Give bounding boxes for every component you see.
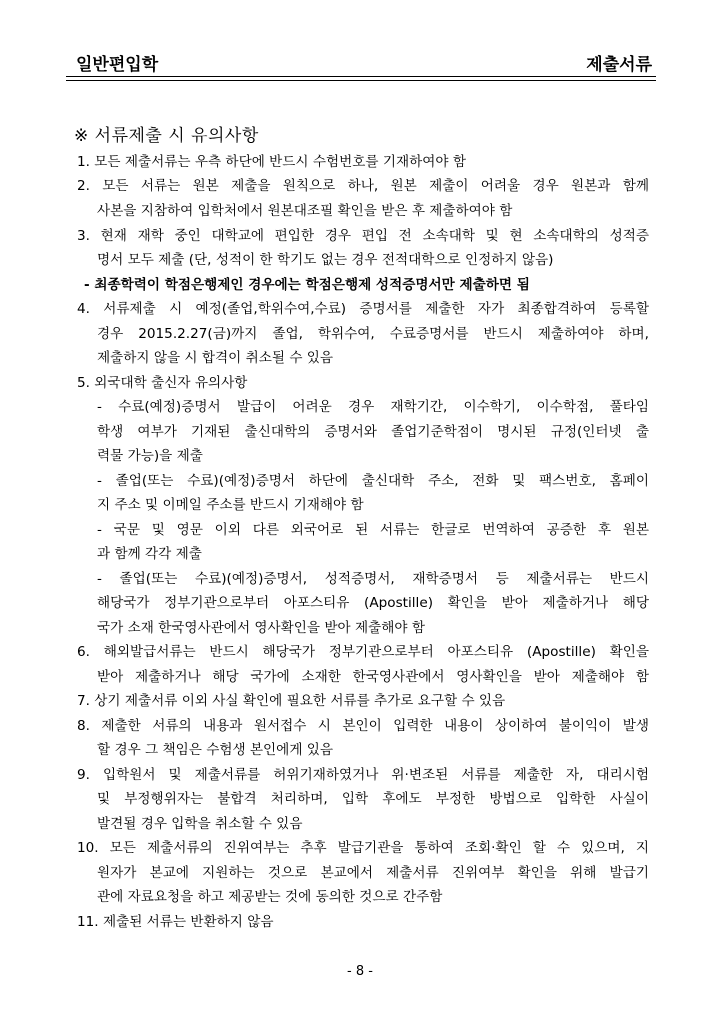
notice-line: 과 함께 각각 제출 [97, 546, 202, 562]
notice-line: 명서 모두 제출 (단, 성적이 한 학기도 없는 경우 전적대학으로 인정하지 않음) [97, 252, 554, 268]
notice-line: 4. 서류제출 시 예정(졸업,학위수여,수료) 증명서를 제출한 자가 최종합격하여 등록할 [77, 301, 649, 317]
page-number: - 8 - [347, 964, 373, 979]
notice-line: 및 부정행위자는 불합격 처리하며, 입학 후에도 부정한 방법으로 입학한 사실이 [97, 791, 649, 807]
notice-line: 력물 가능)을 제출 [97, 448, 203, 464]
notice-line: 사본을 지참하여 입학처에서 원본대조필 확인을 받은 후 제출하여야 함 [97, 203, 513, 219]
notice-line: - 졸업(또는 수료)(예정)증명서, 성적증명서, 재학증명서 등 제출서류는 반드시 [97, 571, 649, 587]
header-rule-top [66, 76, 656, 77]
notice-line: - 수료(예정)증명서 발급이 어려운 경우 재학기간, 이수학기, 이수학점, 풀타임 [97, 399, 649, 415]
notice-line: 5. 외국대학 출신자 유의사항 [77, 375, 248, 391]
notice-line: 9. 입학원서 및 제출서류를 허위기재하였거나 위·변조된 서류를 제출한 자, 대리시험 [77, 767, 649, 783]
notice-line: 3. 현재 재학 중인 대학교에 편입한 경우 편입 전 소속대학 및 현 소속대학의 성적증 [77, 228, 649, 244]
notice-line: 7. 상기 제출서류 이외 사실 확인에 필요한 서류를 추가로 요구할 수 있음 [77, 693, 506, 709]
notice-line: 할 경우 그 책임은 수험생 본인에게 있음 [97, 742, 334, 758]
section-title: ※ 서류제출 시 유의사항 [74, 126, 259, 146]
notice-line: 1. 모든 제출서류는 우측 하단에 반드시 수험번호를 기재하여야 함 [77, 154, 466, 170]
header-rule-bottom [66, 80, 656, 81]
notice-line: 10. 모든 제출서류의 진위여부는 추후 발급기관을 통하여 조회·확인 할 수 있으며, 지 [77, 840, 649, 856]
notice-line: - 졸업(또는 수료)(예정)증명서 하단에 출신대학 주소, 전화 및 팩스번호, 홈페이 [97, 473, 649, 489]
notice-line: 6. 해외발급서류는 반드시 해당국가 정부기관으로부터 아포스티유 (Apostille) 확인을 [77, 644, 649, 660]
notice-line: 학생 여부가 기재된 출신대학의 증명서와 졸업기준학점이 명시된 규정(인터넷 출 [97, 424, 649, 440]
notice-line: 제출하지 않을 시 합격이 취소될 수 있음 [97, 350, 334, 366]
notice-line: 지 주소 및 이메일 주소를 반드시 기재해야 함 [97, 497, 364, 513]
notice-line: 경우 2015.2.27(금)까지 졸업, 학위수여, 수료증명서를 반드시 제출하여야 하며, [97, 326, 649, 342]
header-title-left: 일반편입학 [76, 55, 159, 75]
notice-line: 2. 모든 서류는 원본 제출을 원칙으로 하나, 원본 제출이 어려울 경우 원본과 함께 [77, 178, 649, 194]
notice-line: 8. 제출한 서류의 내용과 원서접수 시 본인이 입력한 내용이 상이하여 불이익이 발생 [77, 718, 649, 734]
notice-line: 발견될 경우 입학을 취소할 수 있음 [97, 816, 303, 832]
notice-line: 받아 제출하거나 해당 국가에 소재한 한국영사관에서 영사확인을 받아 제출해야 함 [97, 669, 649, 685]
header-title-right: 제출서류 [586, 55, 652, 75]
notice-line-emphasis: - 최종학력이 학점은행제인 경우에는 학점은행제 성적증명서만 제출하면 됨 [84, 277, 530, 293]
notice-line: 국가 소재 한국영사관에서 영사확인을 받아 제출해야 함 [97, 620, 425, 636]
notice-line: 원자가 본교에 지원하는 것으로 본교에서 제출서류 진위여부 확인을 위해 발급기 [97, 865, 649, 881]
notice-line: 11. 제출된 서류는 반환하지 않음 [77, 914, 274, 930]
notice-line: 해당국가 정부기관으로부터 아포스티유 (Apostille) 확인을 받아 제출하거나 해당 [97, 595, 649, 611]
notice-line: - 국문 및 영문 이외 다른 외국어로 된 서류는 한글로 번역하여 공증한 후 원본 [97, 522, 649, 538]
notice-line: 관에 자료요청을 하고 제공받는 것에 동의한 것으로 간주함 [97, 889, 443, 905]
